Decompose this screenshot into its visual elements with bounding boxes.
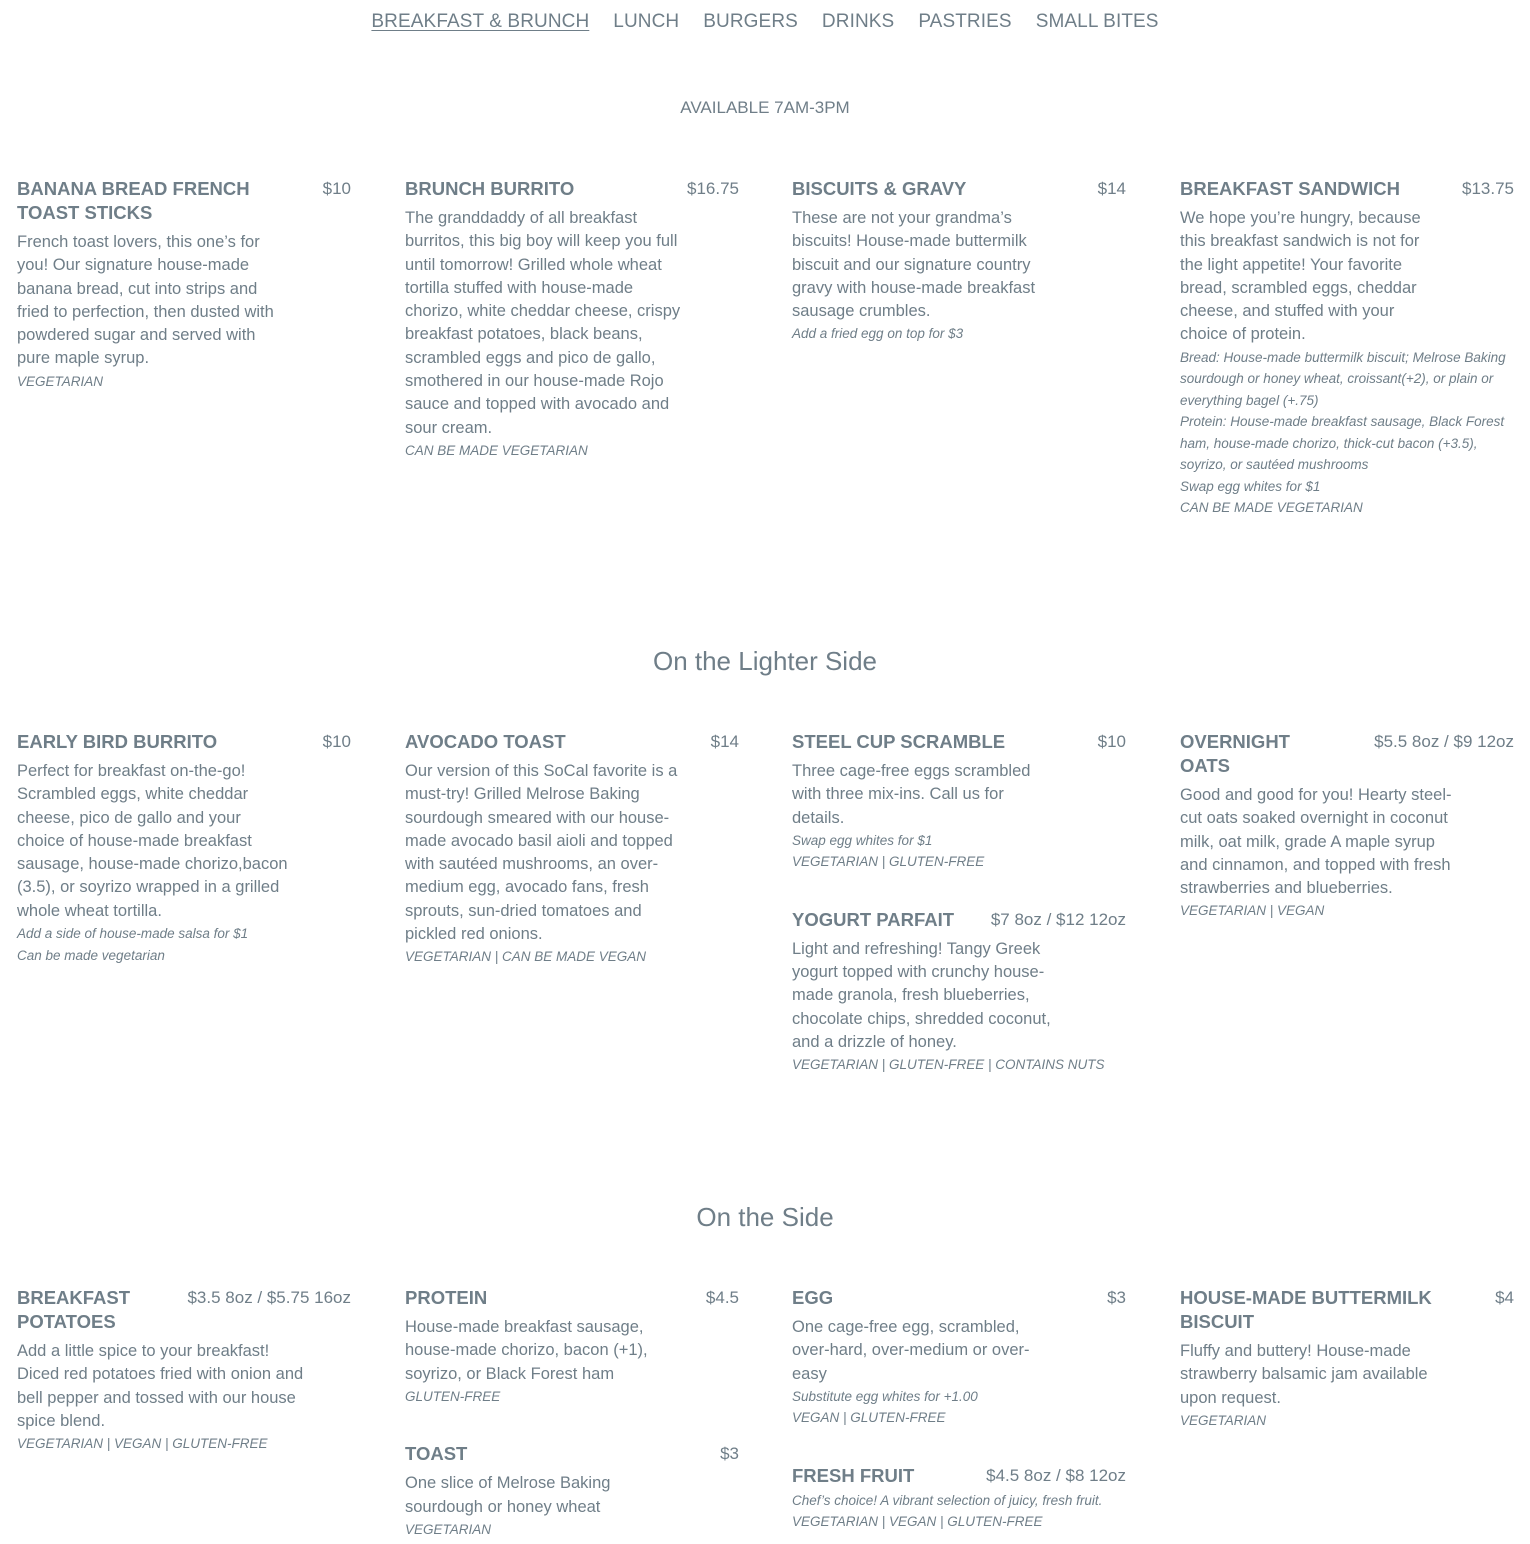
item-name: FRESH FRUIT xyxy=(792,1464,915,1486)
tab-small-bites[interactable]: SMALL BITES xyxy=(1035,11,1159,32)
item-price: $5.5 8oz / $9 12oz xyxy=(1374,732,1514,751)
item-name: HOUSE-MADE BUTTERMILK BISCUIT xyxy=(1180,1287,1432,1332)
menu-column xyxy=(1180,1286,1514,1466)
item-tag: GLUTEN-FREE xyxy=(405,1388,501,1404)
item-description: The granddaddy of all breakfast burritos, this big boy will keep you full until tomorrow! Grilled whole wheat tortilla stuffed with house-made chorizo, white cheddar cheese, crispy breakfast potatoes, black beans, scrambled eggs and pico de gallo, smothered in our house-made Rojo sauce and topped with avocado and sour cream. xyxy=(405,209,681,437)
menu-item-egg xyxy=(792,1286,1126,1429)
item-tag: VEGETARIAN | GLUTEN-FREE xyxy=(792,854,985,870)
tab-breakfast-brunch[interactable]: BREAKFAST & BRUNCH xyxy=(371,11,590,32)
menu-item-yogurt-parfait xyxy=(792,908,1126,1076)
item-tag: VEGETARIAN | VEGAN | GLUTEN-FREE xyxy=(17,1436,268,1452)
menu-item-buttermilk-biscuit xyxy=(1180,1286,1514,1431)
item-tag: VEGAN | GLUTEN-FREE xyxy=(792,1410,946,1426)
menu-item-fresh-fruit xyxy=(792,1464,1126,1533)
item-name: BANANA BREAD FRENCH TOAST STICKS xyxy=(17,178,250,223)
tab-lunch[interactable]: LUNCH xyxy=(613,11,680,32)
item-tag: VEGETARIAN | VEGAN xyxy=(1180,903,1325,919)
item-name: AVOCADO TOAST xyxy=(405,731,566,752)
tab-pastries[interactable]: PASTRIES xyxy=(918,11,1012,32)
item-note: Swap egg whites for $1 xyxy=(792,832,933,848)
menu-column xyxy=(792,177,1126,380)
menu-column xyxy=(1180,177,1514,554)
item-price: $4.5 xyxy=(705,1288,739,1307)
menu-item-overnight-oats xyxy=(1180,730,1514,922)
menu-column xyxy=(1180,730,1514,957)
item-price: $10 xyxy=(1097,732,1126,751)
item-name: EGG xyxy=(792,1287,834,1308)
section-title-on-the-side: On the Side xyxy=(696,1202,834,1232)
item-description: Good and good for you! Hearty steel-cut oats soaked overnight in coconut milk, oat milk, grade A maple syrup and cinnamon, and topped with fresh strawberries and blueberries. xyxy=(1180,786,1452,898)
item-name: BISCUITS & GRAVY xyxy=(792,178,967,199)
item-price: $10 xyxy=(322,179,351,198)
item-price: $13.75 xyxy=(1462,179,1514,198)
item-price: $3 xyxy=(1107,1288,1126,1307)
item-description: These are not your grandma’s biscuits! House-made buttermilk biscuit and our signature country gravy with house-made breakfast sausage crumbles. xyxy=(792,209,1036,321)
menu-item-banana-bread xyxy=(17,177,351,392)
item-price: $3 xyxy=(720,1444,739,1464)
item-name: OVERNIGHT OATS xyxy=(1180,731,1290,776)
item-tag: VEGETARIAN xyxy=(405,1521,492,1537)
item-name: PROTEIN xyxy=(405,1287,488,1308)
menu-column xyxy=(792,1286,1126,1544)
item-price: $16.75 xyxy=(687,179,739,198)
menu-category-tabs xyxy=(0,11,1530,33)
item-tag: CAN BE MADE VEGETARIAN xyxy=(405,442,588,458)
item-tag: VEGETARIAN | VEGAN | GLUTEN-FREE xyxy=(792,1514,1043,1530)
tab-drinks[interactable]: DRINKS xyxy=(821,11,895,32)
menu-column xyxy=(17,177,351,427)
tab-burgers[interactable]: BURGERS xyxy=(703,11,798,32)
item-note-salsa: Add a side of house-made salsa for $1 xyxy=(17,926,249,942)
item-tag: VEGETARIAN | CAN BE MADE VEGAN xyxy=(405,949,647,965)
item-price: $10 xyxy=(322,732,351,751)
menu-item-avocado-toast xyxy=(405,730,739,968)
item-note: Chef’s choice! A vibrant selection of juicy, fresh fruit. xyxy=(792,1492,1103,1508)
item-name: YOGURT PARFAIT xyxy=(792,908,955,930)
menu-column xyxy=(17,730,351,1001)
item-description: One cage-free egg, scrambled, over-hard, over-medium or over-easy xyxy=(792,1318,1030,1383)
item-description: Our version of this SoCal favorite is a must-try! Grilled Melrose Baking sourdough smeared with our house-made avocado basil aioli and topped with sautéed mushrooms, an over-medium egg, avocado fans, fresh sprouts, sun-dried tomatoes and pickled red onions. xyxy=(405,762,678,944)
item-description: One slice of Melrose Baking sourdough or honey wheat xyxy=(405,1474,611,1516)
item-description: Add a little spice to your breakfast! Diced red potatoes fried with onion and bell pepper and tossed with our house spice blend. xyxy=(17,1342,304,1430)
menu-item-breakfast-potatoes xyxy=(17,1286,351,1455)
item-description: Fluffy and buttery! House-made strawberry balsamic jam available upon request. xyxy=(1180,1342,1428,1407)
item-name: TOAST xyxy=(405,1443,468,1465)
item-price: $14 xyxy=(710,732,739,751)
menu-item-brunch-burrito xyxy=(405,177,739,461)
menu-item-steel-cup-scramble xyxy=(792,730,1126,873)
availability-hours: AVAILABLE 7AM-3PM xyxy=(680,98,850,117)
item-price: $4.5 8oz / $8 12oz xyxy=(986,1465,1126,1485)
menu-column xyxy=(405,1286,739,1544)
item-note: Add a fried egg on top for $3 xyxy=(792,326,964,342)
item-description: Light and refreshing! Tangy Greek yogurt topped with crunchy house-made granola, fresh blueberries, chocolate chips, shredded coconut, and a drizzle of honey. xyxy=(792,939,1051,1052)
item-description: Three cage-free eggs scrambled with three mix-ins. Call us for details. xyxy=(792,762,1031,827)
menu-column xyxy=(792,730,1126,1111)
menu-item-toast xyxy=(405,1442,739,1540)
item-note-bread: Bread: House-made buttermilk biscuit; Melrose Baking sourdough or honey wheat, croissant(+2), or plain or everything bagel (+.75) xyxy=(1180,349,1506,408)
item-tag: VEGETARIAN xyxy=(1180,1412,1267,1428)
item-price: $7 8oz / $12 12oz xyxy=(990,909,1126,929)
menu-column xyxy=(405,177,739,496)
item-price: $4 xyxy=(1495,1288,1514,1307)
menu-item-biscuits-gravy xyxy=(792,177,1126,345)
item-description: We hope you’re hungry, because this breakfast sandwich is not for the light appetite! Your favorite bread, scrambled eggs, cheddar cheese, and stuffed with your choice of protein. xyxy=(1180,209,1421,344)
item-name: STEEL CUP SCRAMBLE xyxy=(792,731,1006,752)
item-description: French toast lovers, this one’s for you! Our signature house-made banana bread, cut into strips and fried to perfection, then dusted with powdered sugar and served with pure maple syrup. xyxy=(17,233,274,368)
item-note-protein: Protein: House-made breakfast sausage, Black Forest ham, house-made chorizo, thick-cut bacon (+3.5), soyrizo, or sautéed mushrooms xyxy=(1180,414,1505,473)
item-note-vegetarian: Can be made vegetarian xyxy=(17,947,165,963)
item-name: BRUNCH BURRITO xyxy=(405,178,575,199)
item-description: Perfect for breakfast on-the-go! Scrambled eggs, white cheddar cheese, pico de gallo and your choice of house-made breakfast sausage, house-made chorizo,bacon (3.5), or soyrizo wrapped in a grilled whole wheat tortilla. xyxy=(17,762,288,920)
item-tag: VEGETARIAN | GLUTEN-FREE | CONTAINS NUTS xyxy=(792,1057,1105,1073)
item-name: BREAKFAST SANDWICH xyxy=(1180,178,1400,199)
menu-item-protein xyxy=(405,1286,739,1407)
menu-column xyxy=(17,1286,351,1490)
item-description: House-made breakfast sausage, house-made chorizo, bacon (+1), soyrizo, or Black Forest ham xyxy=(405,1318,648,1383)
item-name: BREAKFAST POTATOES xyxy=(17,1287,131,1332)
item-tag: VEGETARIAN xyxy=(17,373,104,389)
section-title-lighter-side: On the Lighter Side xyxy=(652,646,878,676)
item-tag: CAN BE MADE VEGETARIAN xyxy=(1180,500,1363,516)
menu-item-breakfast-sandwich xyxy=(1180,177,1514,519)
menu-column xyxy=(405,730,739,1003)
menu-item-early-bird-burrito xyxy=(17,730,351,966)
item-price: $14 xyxy=(1097,179,1126,198)
item-note-egg-whites: Swap egg whites for $1 xyxy=(1180,478,1321,494)
item-price: $3.5 8oz / $5.75 16oz xyxy=(187,1288,351,1307)
item-name: EARLY BIRD BURRITO xyxy=(17,731,218,752)
item-note: Substitute egg whites for +1.00 xyxy=(792,1388,978,1404)
